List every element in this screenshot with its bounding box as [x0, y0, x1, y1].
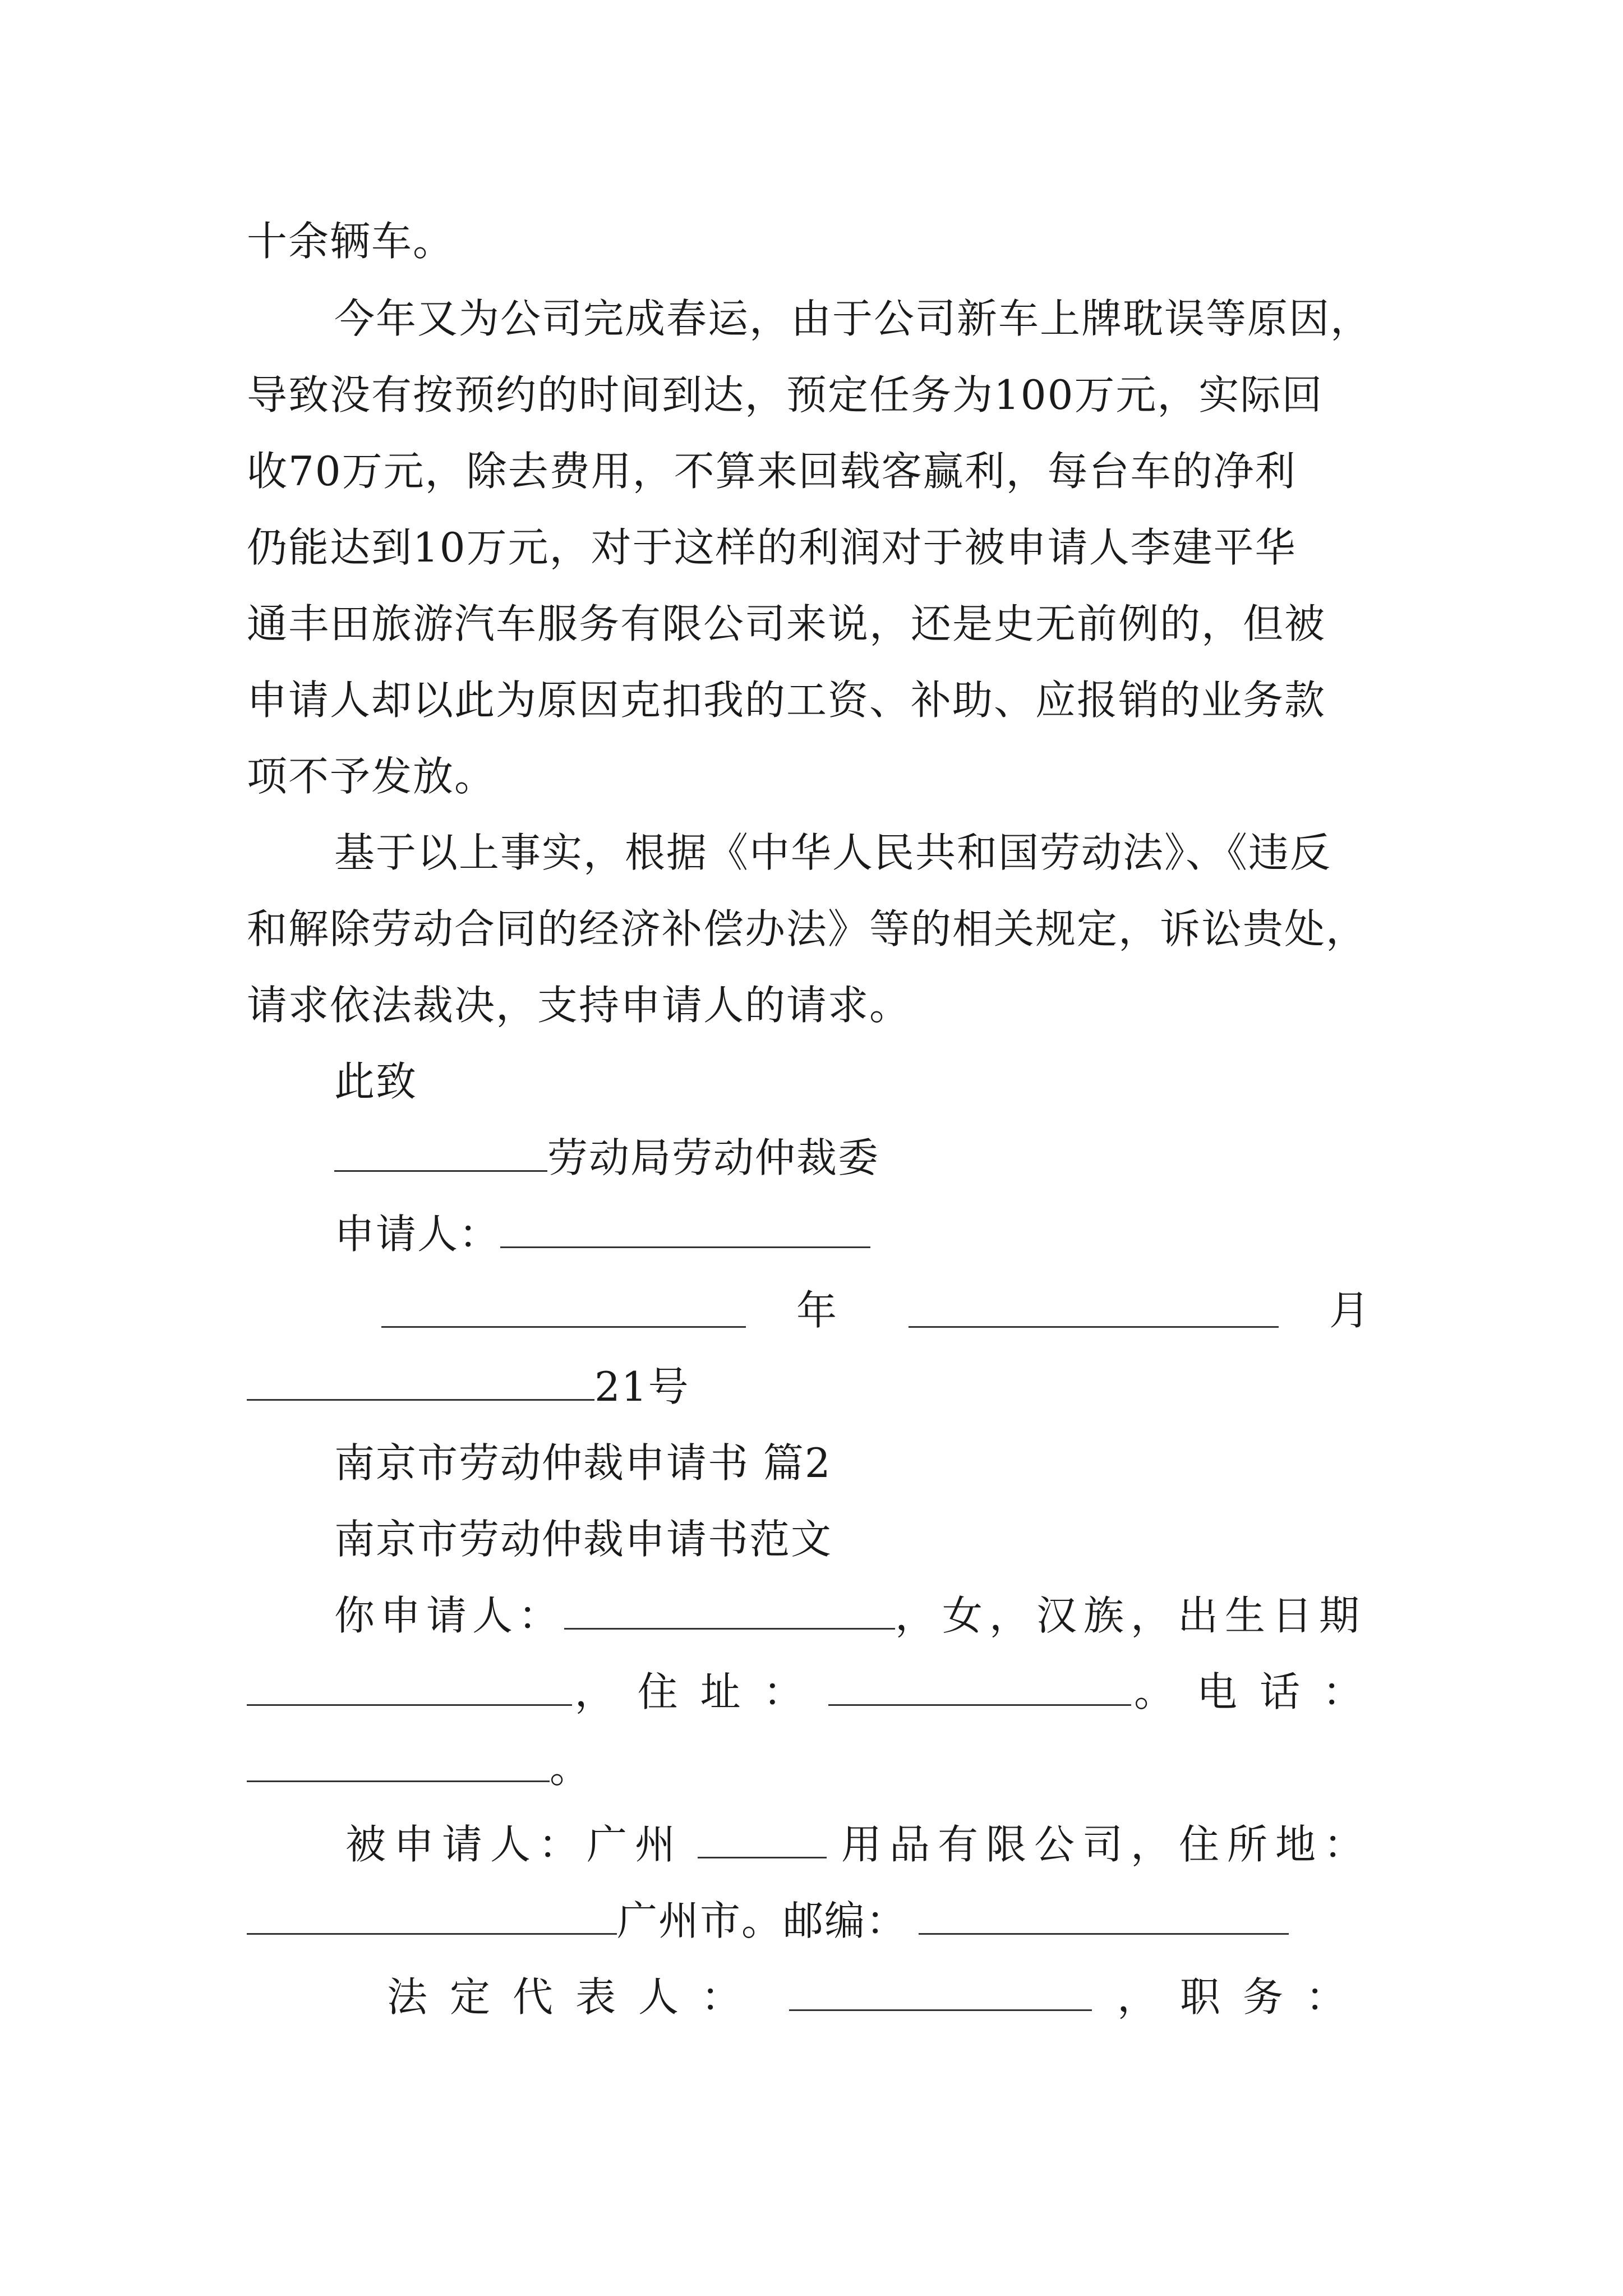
period: 。	[550, 1745, 592, 1792]
applicant-detail: ，女，汉族，出生日期	[895, 1592, 1366, 1639]
salutation: 此致	[334, 1058, 418, 1105]
paragraph-line: 十余辆车。	[247, 218, 455, 265]
blank-field	[698, 1818, 827, 1858]
applicant-line	[334, 1207, 870, 1261]
blank-field	[909, 1287, 1279, 1328]
applicant-label: 你申请人：	[334, 1592, 565, 1639]
applicant-label: 申请人：	[334, 1211, 501, 1258]
paragraph-line: 基于以上事实，根据《中华人民共和国劳动法》、《违反	[334, 829, 1332, 876]
paragraph-line: 项不予发放。	[247, 753, 496, 800]
postcode-line	[247, 1894, 1289, 1948]
applicant-info-line	[334, 1589, 1366, 1642]
section-title: 南京市劳动仲裁申请书 篇2	[334, 1439, 832, 1487]
paragraph-line: 通丰田旅游汽车服务有限公司来说，还是史无前例的，但被	[247, 600, 1326, 647]
position-label: ，职务：	[1117, 1973, 1368, 2021]
blank-field	[828, 1665, 1131, 1706]
paragraph-line: 和解除劳动合同的经济补偿办法》等的相关规定，诉讼贵处，	[247, 905, 1368, 953]
section-subtitle: 南京市劳动仲裁申请书范文	[334, 1516, 833, 1563]
blank-field	[500, 1207, 870, 1248]
paragraph-line: 请求依法裁决，支持申请人的请求。	[247, 982, 911, 1029]
day-text: 21号	[594, 1363, 690, 1410]
blank-field	[789, 1970, 1092, 2011]
blank-field	[247, 1894, 617, 1935]
respondent-label: 被申请人：广州	[345, 1821, 684, 1868]
blank-field	[919, 1894, 1289, 1935]
paragraph-line: 仍能达到10万元，对于这样的利润对于被申请人李建平华	[247, 524, 1297, 571]
paragraph-line: 申请人却以此为原因克扣我的工资、补助、应报销的业务款	[247, 677, 1326, 724]
legal-rep-line	[387, 1970, 1368, 2024]
blank-field	[247, 1360, 594, 1401]
blank-field	[334, 1131, 547, 1172]
phone-value-line	[247, 1741, 591, 1795]
recipient-line	[334, 1131, 879, 1185]
paragraph-line: 导致没有按预约的时间到达，预定任务为100万元，实际回	[247, 371, 1324, 418]
address-label: ，住址：	[574, 1668, 826, 1715]
blank-field	[381, 1287, 746, 1328]
date-line	[381, 1283, 1380, 1337]
blank-field	[564, 1589, 895, 1630]
paragraph-line: 收70万元，除去费用，不算来回载客赢利，每台车的净利	[247, 448, 1297, 495]
date-day-line	[247, 1360, 690, 1414]
respondent-detail: 用品有限公司，住所地：	[841, 1821, 1372, 1868]
blank-field	[247, 1665, 572, 1706]
address-phone-line	[247, 1665, 1385, 1719]
month-label: 月	[1329, 1287, 1371, 1334]
postcode-label: 广州市。邮编：	[617, 1897, 908, 1944]
legal-rep-label: 法定代表人：	[387, 1973, 764, 2021]
respondent-line	[345, 1818, 1372, 1871]
year-label: 年	[796, 1287, 838, 1334]
blank-field	[247, 1741, 550, 1782]
phone-label: 。电话：	[1133, 1668, 1385, 1715]
recipient-text: 劳动局劳动仲裁委	[547, 1134, 880, 1181]
paragraph-line: 今年又为公司完成春运，由于公司新车上牌耽误等原因，	[334, 295, 1372, 342]
